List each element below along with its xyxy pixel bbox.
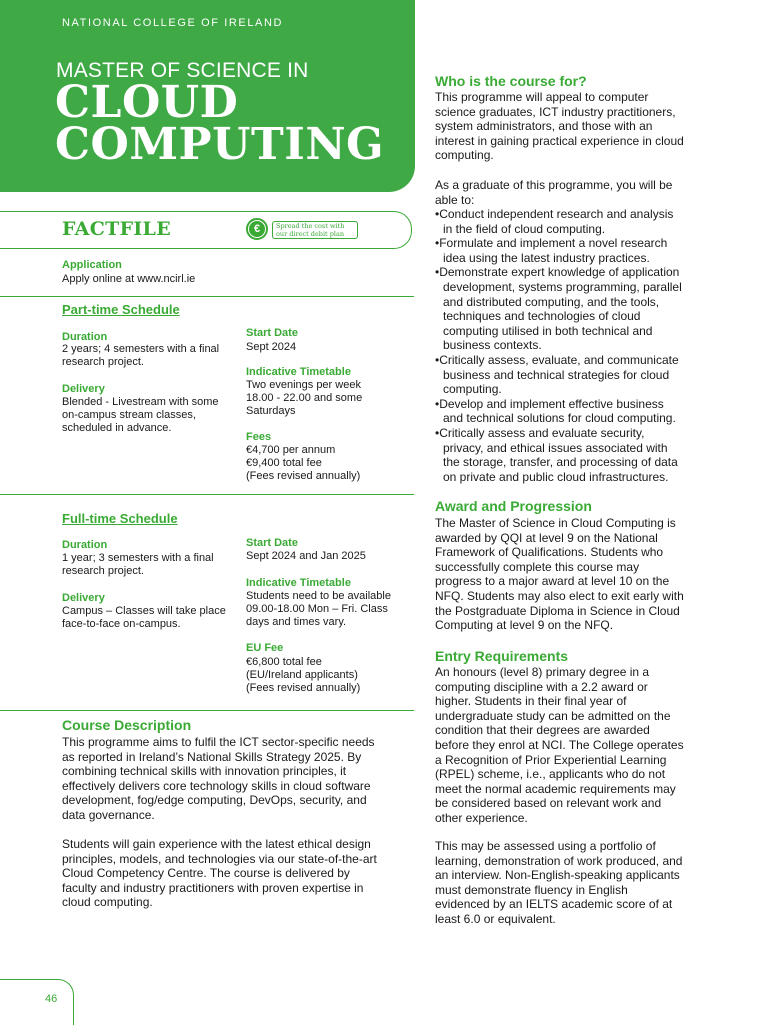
full-time-heading: Full-time Schedule [62, 511, 178, 526]
euro-icon [246, 218, 268, 240]
course-description-title: Course Description [62, 717, 192, 733]
divider [0, 296, 414, 297]
page-number: 46 [45, 993, 58, 1005]
part-time-heading: Part-time Schedule [62, 302, 180, 317]
list-item: • Develop and implement effective business and technical solutions for cloud computing. [435, 397, 685, 426]
ft-delivery-label: Delivery [62, 592, 105, 604]
pt-fees-line3: (Fees revised annually) [246, 470, 361, 482]
list-item: • Critically assess, evaluate, and communicate business and technical strategies for cloud computing. [435, 353, 685, 397]
entry-para1: An honours (level 8) primary degree in a computing discipline with a 2.2 award or higher. Students in their final year of undergraduate study can be admitted on the condition that their degrees are awarded before they enrol at NCI. The College operates a Recognition of Prior Experiential Learning (RPEL) scheme, i.e., applicants who do not meet the normal academic requirements may be considered based on relevant work and other experience. [435, 665, 684, 825]
course-title-line2: COMPUTING [55, 119, 385, 170]
ft-fees-line2: (EU/Ireland applicants) [246, 669, 358, 681]
ft-timetable-text: Students need to be available 09.00-18.00 Mon – Fri. Class days and times vary. [246, 590, 391, 628]
application-text: Apply online at www.ncirl.ie [62, 273, 196, 285]
ft-start-text: Sept 2024 and Jan 2025 [246, 550, 366, 562]
pt-timetable-text: Two evenings per week 18.00 - 22.00 and some Saturdays [246, 379, 363, 417]
entry-para2: This may be assessed using a portfolio of learning, demonstration of work produced, and an interview. Non-English-speaking applicants must demonstrate fluency in English evidenced by an IELTS academic score of at least 6.0 or equivalent. [435, 839, 683, 926]
who-for-para1: This programme will appeal to computer science graduates, ICT industry practitioners, system administrators, and those with an interest in gaining practical experience in cloud computing. [435, 90, 684, 163]
pt-timetable-label: Indicative Timetable [246, 366, 351, 378]
euro-symbol: € [249, 221, 265, 237]
pt-delivery-label: Delivery [62, 383, 105, 395]
list-item: • Demonstrate expert knowledge of application development, systems programming, parallel and distributed computing, and the tools, techniques and technologies of cloud computing utilised in both technical and business contexts. [435, 265, 685, 353]
course-title [55, 77, 385, 170]
pt-fees-line2: €9,400 total fee [246, 457, 322, 469]
pt-fees-line1: €4,700 per annum [246, 444, 336, 456]
ft-delivery-text: Campus – Classes will take place face-to-face on-campus. [62, 605, 226, 630]
application-label: Application [62, 259, 122, 271]
who-for-title: Who is the course for? [435, 73, 587, 89]
page-number-tab [0, 979, 74, 1025]
award-title: Award and Progression [435, 498, 592, 514]
entry-title: Entry Requirements [435, 648, 569, 664]
ft-timetable-label: Indicative Timetable [246, 577, 351, 589]
ft-fees-line1: €6,800 total fee [246, 656, 322, 668]
course-description-para2: Students will gain experience with the latest ethical design principles, models, and technologies via our state-of-the-art Cloud Competency Centre. The course is delivered by faculty and industry practitioners with proven expertise in cloud computing. [62, 837, 377, 910]
list-item: • Critically assess and evaluate security, privacy, and ethical issues associated with the storage, transfer, and processing of data on private and public cloud infrastructures. [435, 426, 685, 484]
ft-duration-label: Duration [62, 539, 108, 551]
course-title-line1: CLOUD [55, 77, 239, 128]
list-item: • Formulate and implement a novel research idea using the latest industry practices. [435, 236, 685, 265]
degree-label: MASTER OF SCIENCE IN [56, 59, 309, 82]
who-for-para2: As a graduate of this programme, you will be able to: [435, 178, 673, 207]
award-text: The Master of Science in Cloud Computing is awarded by QQI at level 9 on the National Framework of Qualifications. Students who successfully complete this course may progress to a major award at level 10 on the NFQ. Students may also elect to exit early with the Postgraduate Diploma in Science in Cloud Computing at level 9 on the NFQ. [435, 516, 684, 633]
divider [0, 710, 414, 711]
pt-duration-label: Duration [62, 331, 108, 343]
ft-start-label: Start Date [246, 537, 298, 549]
pt-start-text: Sept 2024 [246, 341, 297, 353]
list-item: • Conduct independent research and analysis in the field of cloud computing. [435, 207, 685, 236]
college-name: NATIONAL COLLEGE OF IRELAND [62, 17, 284, 29]
ft-duration-text: 1 year; 3 semesters with a final research project. [62, 552, 214, 577]
divider [0, 494, 414, 495]
course-description-para1: This programme aims to fulfil the ICT sector-specific needs as reported in Ireland’s National Skills Strategy 2025. By combining technical skills with innovation principles, it effectively delivers core technology skills in cloud software development, fog/edge computing, DevOps, security, and data governance. [62, 735, 375, 822]
pt-start-label: Start Date [246, 327, 298, 339]
factfile-title: FACTFILE [62, 218, 171, 240]
outcomes-list [435, 207, 685, 484]
direct-debit-note: Spread the cost with our direct debit plan [272, 221, 358, 239]
pt-duration-text: 2 years; 4 semesters with a final research project. [62, 343, 220, 368]
ft-fees-label: EU Fee [246, 642, 284, 654]
pt-fees-label: Fees [246, 431, 272, 443]
pt-delivery-text: Blended - Livestream with some on-campus stream classes, scheduled in advance. [62, 396, 219, 434]
ft-fees-line3: (Fees revised annually) [246, 682, 361, 694]
